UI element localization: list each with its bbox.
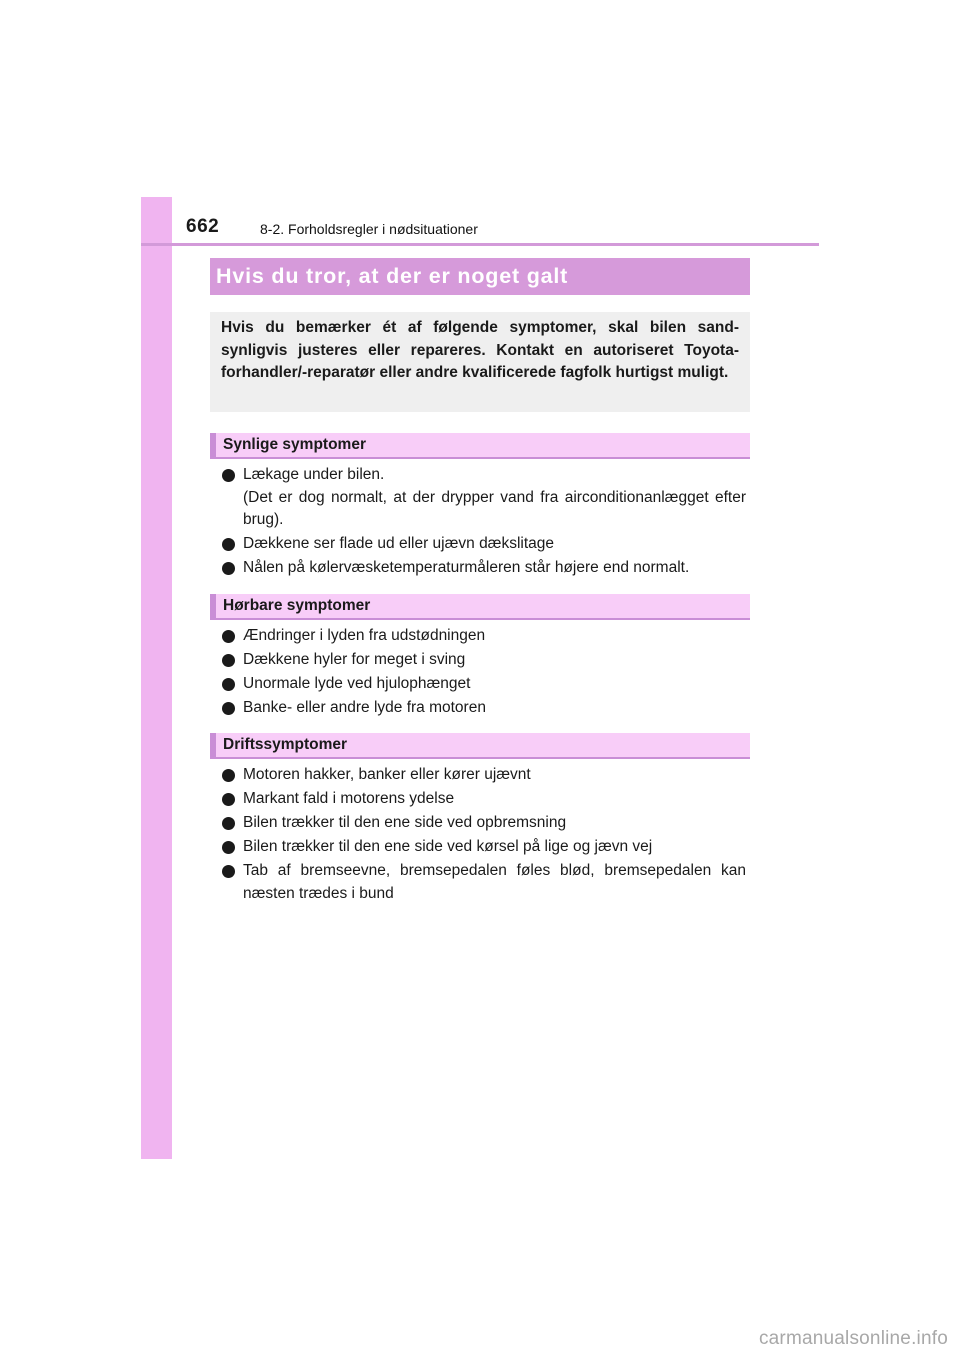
- list-item: [222, 836, 746, 859]
- list-item-text: Motoren hakker, banker eller kører ujævnt: [243, 766, 531, 783]
- header-divider: [141, 243, 819, 246]
- bullet-icon: [222, 865, 235, 878]
- list-item: [222, 557, 746, 580]
- bullet-icon: [222, 793, 235, 806]
- list-item-text: Markant fald i motorens ydelse: [243, 790, 455, 808]
- list-item-text: Unormale lyde ved hjulophænget: [243, 675, 471, 693]
- section-heading-audible-symptoms: [210, 594, 750, 620]
- side-tab-bar: [141, 197, 172, 1159]
- bullet-icon: [222, 469, 235, 482]
- page-number: 662: [186, 216, 220, 237]
- intro-text: Hvis du bemærker ét af følgende symptomer, skal bilen sand-synligvis justeres eller repareres. Kontakt en autoriseret Toyota-forhandler/-reparatør eller andre kvalificerede fagfolk hurtigst muligt.: [221, 319, 739, 381]
- list-item: [222, 764, 746, 787]
- list-item-text: Tab af bremseevne, bremsepedalen føles blød, bremsepedalen kan næsten trædes i bund: [243, 862, 746, 902]
- bullet-icon: [222, 630, 235, 643]
- list-item-note: (Det er dog normalt, at der drypper vand fra airconditionanlægget efter brug).: [243, 488, 746, 528]
- bullet-icon: [222, 702, 235, 715]
- bullet-icon: [222, 562, 235, 575]
- list-item-text: Dækkene ser flade ud eller ujævn dækslitage: [243, 535, 555, 553]
- section-heading-visible-symptoms: [210, 433, 750, 459]
- list-item: [222, 464, 746, 532]
- list-item: [222, 860, 746, 905]
- list-item: [222, 673, 746, 696]
- list-item-text: Lækage under bilen.: [243, 466, 385, 483]
- bullet-icon: [222, 769, 235, 782]
- section-path: 8-2. Forholdsregler i nødsituationer: [260, 221, 478, 237]
- list-item-text: Bilen trækker til den ene side ved kørsel på lige og jævn vej: [243, 838, 653, 856]
- list-item: [222, 649, 746, 672]
- list-item: [222, 533, 746, 556]
- list-item-text: Banke- eller andre lyde fra motoren: [243, 699, 486, 717]
- list-item-text: Ændringer i lyden fra udstødningen: [243, 627, 486, 644]
- list-item: [222, 697, 746, 720]
- audible-symptoms-list: [222, 625, 746, 721]
- section-heading-label: Hørbare symptomer: [223, 597, 371, 614]
- bullet-icon: [222, 817, 235, 830]
- list-item-text: Nålen på kølervæsketemperaturmåleren står højere end normalt.: [243, 559, 690, 577]
- title-banner: [210, 258, 750, 295]
- intro-box: [210, 312, 750, 412]
- bullet-icon: [222, 678, 235, 691]
- section-heading-label: Synlige symptomer: [223, 436, 366, 453]
- bullet-icon: [222, 841, 235, 854]
- visible-symptoms-list: [222, 464, 746, 581]
- section-heading-label: Driftssymptomer: [223, 736, 348, 753]
- bullet-icon: [222, 654, 235, 667]
- section-heading-operating-symptoms: [210, 733, 750, 759]
- page-title: Hvis du tror, at der er noget galt: [216, 264, 569, 288]
- list-item: [222, 625, 746, 648]
- bullet-icon: [222, 538, 235, 551]
- list-item-text: Bilen trækker til den ene side ved opbremsning: [243, 814, 567, 832]
- list-item-text: Dækkene hyler for meget i sving: [243, 651, 466, 669]
- list-item: [222, 788, 746, 811]
- operating-symptoms-list: [222, 764, 746, 907]
- list-item: [222, 812, 746, 835]
- watermark: carmanualsonline.info: [758, 1328, 948, 1349]
